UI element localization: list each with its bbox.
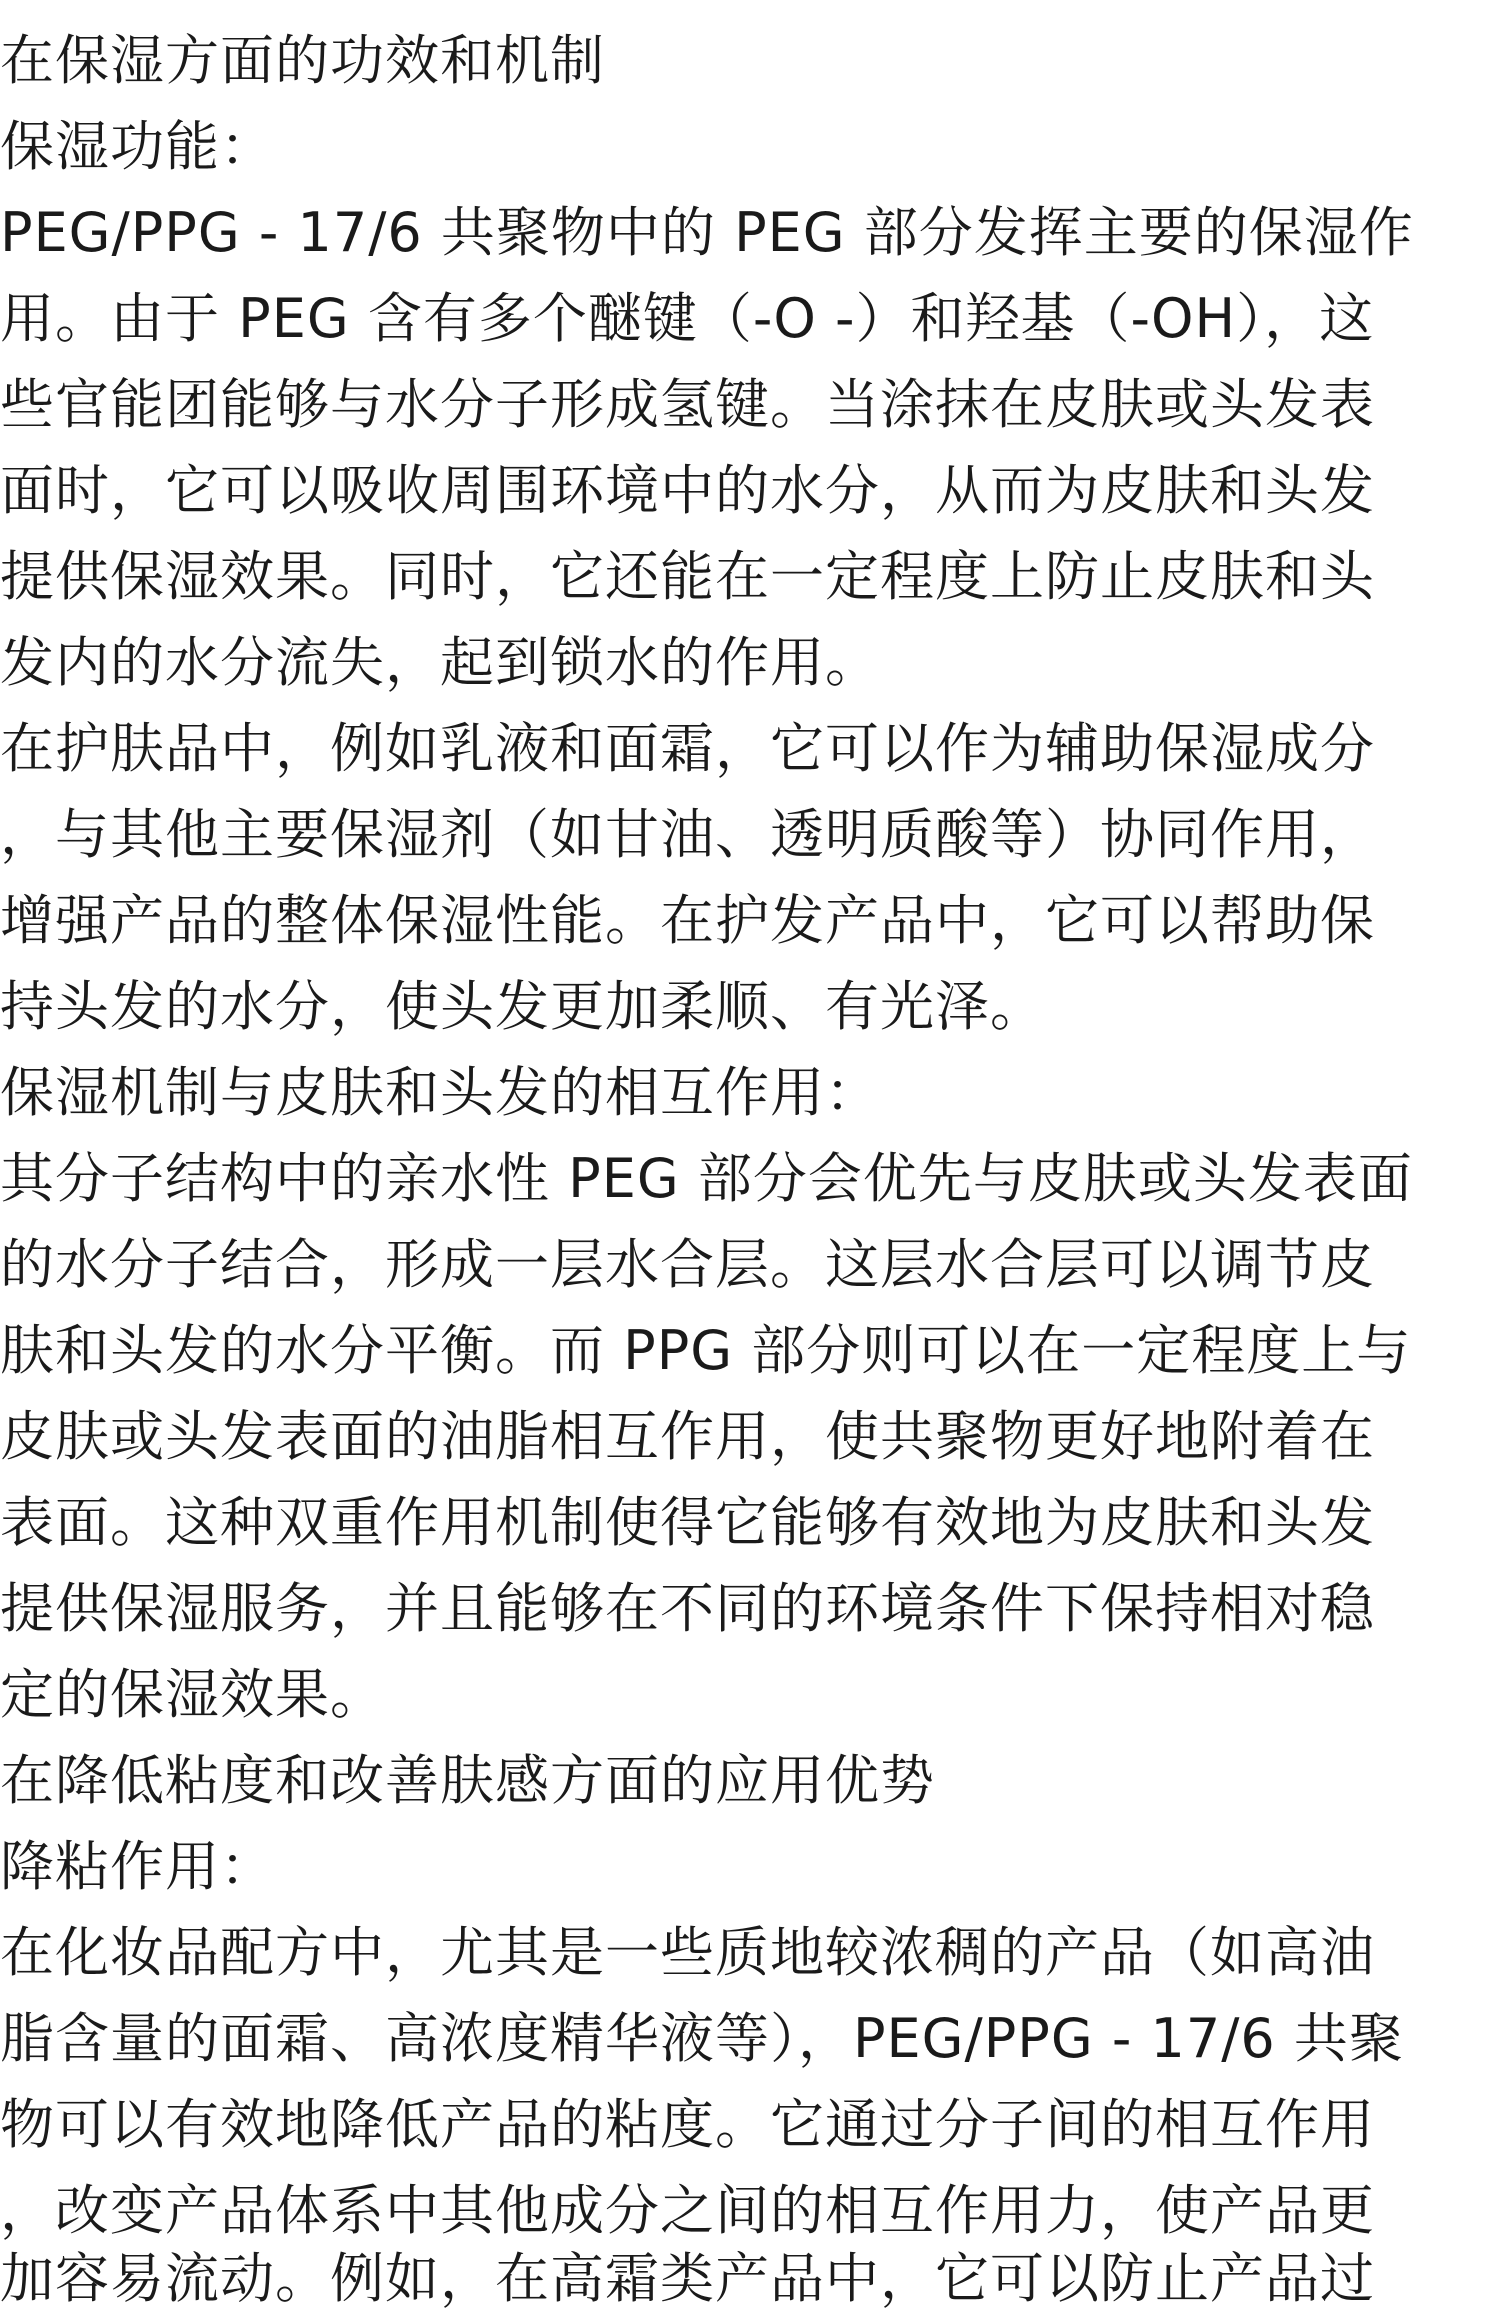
paragraph-line: 在化妆品配方中，尤其是一些质地较浓稠的产品（如高油 bbox=[0, 1921, 1375, 1984]
paragraph-line: 其分子结构中的亲水性 PEG 部分会优先与皮肤或头发表面 bbox=[0, 1147, 1413, 1210]
paragraph-line: 脂含量的面霜、高浓度精华液等），PEG/PPG - 17/6 共聚 bbox=[0, 2007, 1404, 2070]
paragraph-line: ，与其他主要保湿剂（如甘油、透明质酸等）协同作用， bbox=[0, 803, 1375, 866]
subheading: 保湿功能： bbox=[0, 115, 275, 178]
paragraph-line: 表面。这种双重作用机制使得它能够有效地为皮肤和头发 bbox=[0, 1491, 1375, 1554]
paragraph-line: 些官能团能够与水分子形成氢键。当涂抹在皮肤或头发表 bbox=[0, 373, 1375, 436]
paragraph-line: 提供保湿效果。同时，它还能在一定程度上防止皮肤和头 bbox=[0, 545, 1375, 608]
paragraph-line: 皮肤或头发表面的油脂相互作用，使共聚物更好地附着在 bbox=[0, 1405, 1375, 1468]
paragraph-line: ，改变产品体系中其他成分之间的相互作用力，使产品更 bbox=[0, 2179, 1375, 2242]
paragraph-line: 定的保湿效果。 bbox=[0, 1663, 385, 1726]
paragraph-line: 面时，它可以吸收周围环境中的水分，从而为皮肤和头发 bbox=[0, 459, 1375, 522]
subheading: 降粘作用： bbox=[0, 1835, 275, 1898]
paragraph-line: 发内的水分流失，起到锁水的作用。 bbox=[0, 631, 880, 694]
paragraph-line: 持头发的水分，使头发更加柔顺、有光泽。 bbox=[0, 975, 1045, 1038]
paragraph-line: 的水分子结合，形成一层水合层。这层水合层可以调节皮 bbox=[0, 1233, 1375, 1296]
paragraph-line: 提供保湿服务，并且能够在不同的环境条件下保持相对稳 bbox=[0, 1577, 1375, 1640]
paragraph-line: 肤和头发的水分平衡。而 PPG 部分则可以在一定程度上与 bbox=[0, 1319, 1412, 1382]
section-heading: 在降低粘度和改善肤感方面的应用优势 bbox=[0, 1749, 935, 1812]
paragraph-line: 在护肤品中，例如乳液和面霜，它可以作为辅助保湿成分 bbox=[0, 717, 1375, 780]
section-heading: 在保湿方面的功效和机制 bbox=[0, 29, 605, 92]
paragraph-line: 物可以有效地降低产品的粘度。它通过分子间的相互作用 bbox=[0, 2093, 1375, 2156]
paragraph-line: 增强产品的整体保湿性能。在护发产品中，它可以帮助保 bbox=[0, 889, 1375, 952]
paragraph-line: 加容易流动。例如，在高霜类产品中，它可以防止产品过 bbox=[0, 2247, 1375, 2310]
subheading: 保湿机制与皮肤和头发的相互作用： bbox=[0, 1061, 880, 1124]
paragraph-line: PEG/PPG - 17/6 共聚物中的 PEG 部分发挥主要的保湿作 bbox=[0, 201, 1414, 264]
paragraph-line: 用。由于 PEG 含有多个醚键（-O -）和羟基（-OH），这 bbox=[0, 287, 1375, 350]
